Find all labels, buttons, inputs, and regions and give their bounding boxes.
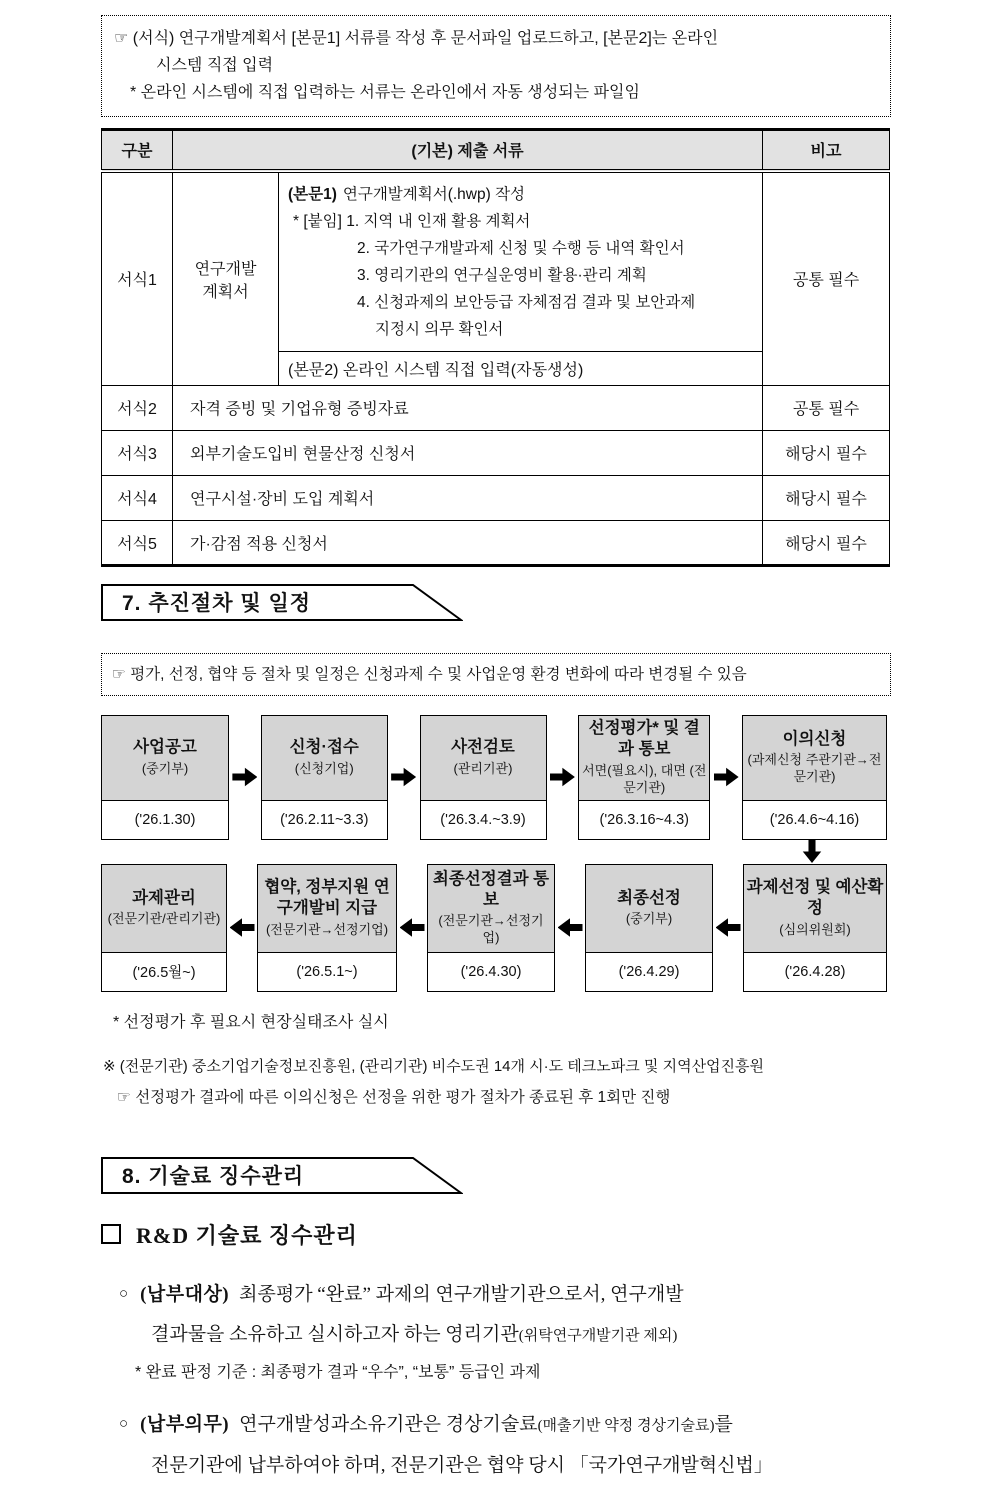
flow-step-date: ('26.1.30) [134, 811, 196, 828]
table-row [102, 475, 890, 520]
arrow-right-icon [391, 766, 416, 788]
completion-criteria-note: * 완료 판정 기준 : 최종평가 결과 “우수”, “보통” 등급인 과제 [135, 1363, 541, 1381]
flow-step-org: (전문기관/관리기관) [107, 911, 221, 927]
flow-gap [710, 715, 742, 840]
table-row [102, 430, 890, 475]
footnote-site-inspection: * 선정평가 후 필요시 현장실태조사 실시 [113, 1013, 389, 1031]
arrow-left-icon [400, 917, 425, 939]
form-id: 서식3 [102, 430, 173, 475]
paragraph-keyword: (납부의무) [140, 1413, 230, 1435]
arrow-left-icon [558, 917, 583, 939]
table-header-row [102, 130, 890, 171]
flow-step-header [743, 716, 886, 801]
attachment-line [288, 208, 756, 235]
flow-step-title: 신청·접수 [289, 738, 359, 757]
form-id: 서식2 [102, 385, 173, 430]
form-remark: 공통 필수 [763, 171, 890, 386]
flow-step-evaluation [578, 715, 710, 840]
table-row [102, 171, 890, 352]
arrow-right-icon [232, 766, 257, 788]
form-id: 서식4 [102, 475, 173, 520]
flow-step-date: ('26.4.29) [618, 963, 680, 980]
table-row [102, 520, 890, 565]
rd-fee-heading-text: R&D 기술료 징수관리 [136, 1222, 358, 1248]
flow-gap [388, 715, 420, 840]
flow-gap [397, 864, 427, 992]
flow-step-title: 과제선정 및 예산확정 [746, 878, 884, 918]
attach-label: * [붙임] [293, 212, 342, 230]
arrow-right-icon [550, 766, 575, 788]
form-remark: 공통 필수 [763, 385, 890, 430]
paragraph-text: 결과물을 소유하고 실시하고자 하는 영리기관 [151, 1323, 519, 1345]
form-id: 서식1 [102, 171, 173, 386]
flow-step-date: ('26.4.6~4.16) [769, 811, 860, 828]
section-8-banner [101, 1157, 463, 1194]
circle-bullet-icon: ○ [119, 1415, 129, 1432]
payment-obligation-paragraph [101, 1404, 891, 1486]
flow-step-date: ('26.5월~) [132, 965, 196, 981]
header-documents: (기본) 제출 서류 [173, 130, 763, 171]
paragraph-text: 최종평가 “완료” 과제의 연구개발기관으로서, 연구개발 [239, 1283, 684, 1305]
paragraph-line [119, 1315, 891, 1356]
flow-step-objection [742, 715, 887, 840]
note-line: * 온라인 시스템에 직접 입력하는 서류는 온라인에서 자동 생성되는 파일임 [130, 84, 640, 101]
flow-step-final-result-notice [427, 864, 555, 992]
flow-step-header [262, 716, 387, 801]
flow-step-title: 사전검토 [451, 738, 515, 757]
flow-step-org: (중기부) [141, 760, 189, 776]
flow-step-header [258, 865, 396, 953]
flow-row-2 [101, 864, 887, 992]
paragraph-line [119, 1446, 891, 1486]
arrow-left-icon [230, 917, 255, 939]
note-line: ☞ (서식) 연구개발계획서 [본문1] 서류를 작성 후 문서파일 업로드하고, [본문2]는 온라인 [114, 30, 719, 47]
flow-step-date: ('26.3.4.~3.9) [440, 811, 526, 828]
paragraph-keyword: (납부대상) [140, 1283, 230, 1305]
rd-fee-heading [101, 1219, 891, 1250]
flow-gap [713, 864, 743, 992]
section-7-banner [101, 584, 463, 621]
flow-step-org: (심의위원회) [779, 921, 851, 937]
flow-step-selection-budget [743, 864, 887, 992]
flow-gap [547, 715, 579, 840]
form-body1-cell [279, 171, 763, 352]
flow-connector [101, 840, 887, 864]
flow-step-title: 최종선정결과 통보 [432, 869, 550, 909]
paragraph-text: 를 [714, 1413, 733, 1435]
flow-row-1 [101, 715, 887, 840]
paragraph-line [119, 1274, 891, 1315]
flow-step-title: 이의신청 [782, 729, 847, 748]
payment-target-paragraph [101, 1274, 891, 1356]
flow-step-date: ('26.3.16~4.3) [599, 811, 689, 828]
flow-step-header [421, 716, 546, 801]
section-title: 7. 추진절차 및 일정 [122, 592, 312, 615]
form-remark: 해당시 필수 [763, 520, 890, 565]
paragraph-line [119, 1404, 891, 1446]
footnote-objection: ☞ 선정평가 결과에 따른 이의신청은 선정을 위한 평가 절차가 종료된 후 1회만 진행 [117, 1088, 671, 1106]
flow-step-date: ('26.4.30) [460, 963, 522, 980]
note-line: 시스템 직접 입력 [156, 57, 274, 74]
flow-step-org: (전문기관→선정기업) [438, 913, 544, 946]
flow-step-header [586, 865, 712, 953]
flow-step-org: (중기부) [625, 911, 673, 927]
process-flowchart [101, 715, 887, 992]
attachment-line: 지정시 의무 확인서 [375, 320, 504, 338]
flow-step-application [261, 715, 388, 840]
footnote-agencies: ※ (전문기관) 중소기업기술정보진흥원, (관리기관) 비수도권 14개 시·도 테크노파크 및 지역산업진흥원 [103, 1057, 765, 1075]
flow-step-org: (과제신청 주관기관→전문기관) [747, 752, 882, 785]
paragraph-text: 연구개발성과소유기관은 경상기술료 [239, 1413, 538, 1435]
flow-step-title: 선정평가* 및 결과 통보 [588, 719, 700, 759]
flow-step-org: 서면(필요시), 대면 (전문기관) [582, 762, 707, 795]
form-id: 서식5 [102, 520, 173, 565]
form-doc-line: 계획서 [202, 283, 249, 301]
flow-gap [555, 864, 585, 992]
flow-step-org: (관리기관) [453, 760, 513, 776]
arrow-right-icon [714, 766, 739, 788]
flow-step-title: 과제관리 [132, 888, 196, 907]
attachment-line: 4. 신청과제의 보안등급 자체점검 결과 및 보안과제 [357, 293, 696, 311]
paragraph-small-text: (매출기반 약정 경상기술료) [537, 1417, 715, 1434]
form-instruction-note [101, 15, 891, 117]
form-doc-name [173, 171, 279, 386]
paragraph-small-text: (위탁연구개발기관 제외) [518, 1327, 678, 1344]
flow-step-date: ('26.4.28) [784, 963, 846, 980]
arrow-down-icon [801, 840, 823, 863]
form-doc-name: 자격 증빙 및 기업유형 증빙자료 [173, 385, 763, 430]
arrow-left-icon [716, 917, 741, 939]
flow-step-agreement-funding [257, 864, 397, 992]
flow-step-project-management [101, 864, 227, 992]
flow-step-title: 사업공고 [133, 738, 197, 757]
paragraph-text: 전문기관에 납부하여야 하며, 전문기관은 협약 당시 「국가연구개발혁신법」 [151, 1454, 773, 1476]
flow-step-header [102, 865, 226, 953]
flow-step-header [744, 865, 886, 953]
flow-step-date: ('26.5.1~) [296, 963, 358, 980]
form-doc-name: 연구시설·장비 도입 계획서 [173, 475, 763, 520]
form-doc-name: 가·감점 적용 신청서 [173, 520, 763, 565]
flow-step-final-selection [585, 864, 713, 992]
flow-step-header [102, 716, 228, 801]
flow-step-org: (신청기업) [294, 760, 354, 776]
submission-documents-table [101, 128, 890, 567]
attachment-line: 3. 영리기관의 연구실운영비 활용·관리 계획 [357, 266, 647, 284]
header-remark: 비고 [763, 130, 890, 171]
body1-label: (본문1) [288, 185, 337, 203]
flow-step-org: (전문기관→선정기업) [265, 921, 389, 937]
note-line: ☞ 평가, 선정, 협약 등 절차 및 일정은 신청과제 수 및 사업운영 환경 변화에 따라 변경될 수 있음 [112, 665, 747, 683]
flow-gap [229, 715, 261, 840]
flow-step-title: 최종선정 [617, 888, 681, 907]
flow-gap [227, 864, 257, 992]
form-body2-cell: (본문2) 온라인 시스템 직접 입력(자동생성) [279, 351, 763, 385]
schedule-note [101, 653, 891, 696]
header-category: 구분 [102, 130, 173, 171]
document-page [101, 15, 891, 1486]
attach-item: 1. 지역 내 인재 활용 계획서 [346, 212, 531, 230]
flow-step-date: ('26.2.11~3.3) [280, 811, 369, 828]
attachment-line: 2. 국가연구개발과제 신청 및 수행 등 내역 확인서 [357, 239, 685, 257]
flow-step-header [579, 716, 709, 801]
section-title: 8. 기술료 징수관리 [122, 1165, 305, 1188]
form-doc-name: 외부기술도입비 현물산정 신청서 [173, 430, 763, 475]
flow-step-title: 협약, 정부지원 연구개발비 지급 [264, 878, 390, 918]
form-doc-line: 연구개발 [194, 260, 257, 278]
body1-title [288, 181, 756, 208]
form-remark: 해당시 필수 [763, 430, 890, 475]
form-remark: 해당시 필수 [763, 475, 890, 520]
square-bullet-icon [101, 1224, 121, 1244]
flow-step-announcement [101, 715, 229, 840]
circle-bullet-icon: ○ [119, 1285, 129, 1302]
flow-step-precheck [420, 715, 547, 840]
flow-step-header [428, 865, 554, 953]
table-row [102, 385, 890, 430]
body1-text: 연구개발계획서(.hwp) 작성 [342, 185, 526, 203]
